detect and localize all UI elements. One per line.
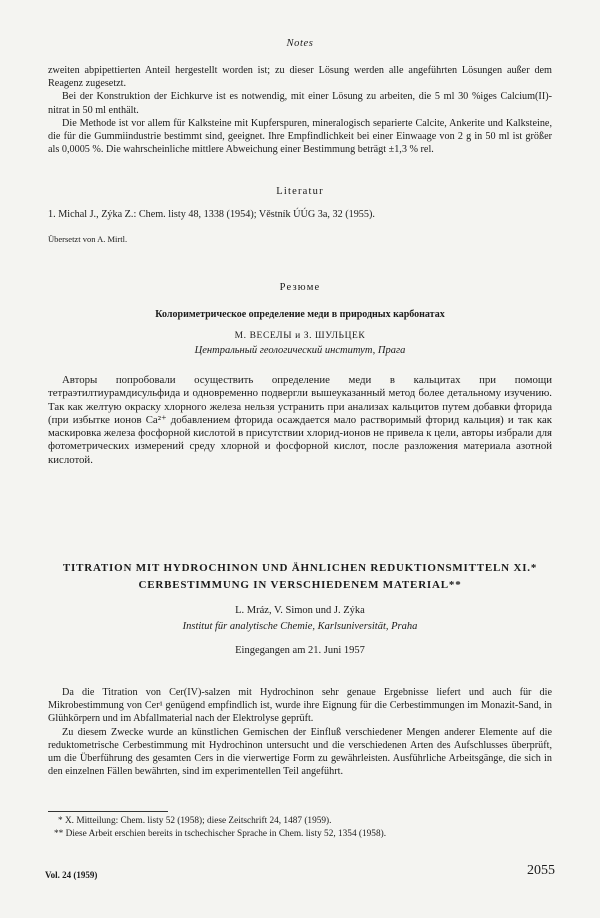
translator-note: Übersetzt von A. Mirtl.: [48, 234, 128, 244]
article-paragraph-2: Zu diesem Zwecke wurde an künstlichen Gemischen der Einfluß verschiedener Mengen anderer Elemente auf die reduktometrische Cerbestimmung mit Hydrochinon untersucht und die verschiedenen Arten des Aufschlusses überprüft, um die Überführung des gesamten Cers in die vierwertige Form zu gewährleisten. Ausführliche Arbeitsgänge, die sich in den einzelnen Fällen bewährten, sind im experimentellen Teil angeführt.: [48, 726, 552, 778]
article-received: Eingegangen am 21. Juni 1957: [235, 645, 365, 656]
article-institution: Institut für analytische Chemie, Karlsuniversität, Praha: [182, 621, 418, 632]
paragraph-calibration: Bei der Konstruktion der Eichkurve ist es notwendig, mit einer Lösung zu arbeiten, die 5 ml 30 %iges Calcium(II)-nitrat in 50 ml enthält.: [48, 91, 552, 116]
article-body: [48, 686, 552, 778]
article-paragraph-1: Da die Titration von Cer(IV)-salzen mit Hydrochinon sehr genaue Ergebnisse liefert und auch für die Mikrobestimmung von Cer¹ genügend empfindlich ist, wurde ihre Eignung für die Cerbestimmungen im Monazit-Sand, in Glühkörpern und im Abfallmaterial nach der Elektrolyse geprüft.: [48, 687, 552, 725]
resume-institution: Центральный геологический институт, Прага: [194, 345, 406, 356]
resume-heading: Резюме: [279, 282, 321, 293]
article-title: [0, 560, 600, 594]
paragraph-continuation: zweiten abpipettierten Anteil hergestellt worden ist; zu dieser Lösung werden alle angeführten Lösungen außer dem Reagenz zugesetzt.: [48, 65, 552, 90]
footnote-2: ** Diese Arbeit erschien bereits in tschechischer Sprache in Chem. listy 52, 1354 (1958).: [54, 829, 387, 839]
article-authors: L. Mráz, V. Simon und J. Zýka: [235, 605, 365, 616]
literature-heading: Literatur: [276, 186, 324, 197]
journal-volume: Vol. 24 (1959): [45, 870, 98, 880]
article-title-line-1: TITRATION MIT HYDROCHINON UND ÄHNLICHEN REDUKTIONSMITTELN XI.*: [62, 562, 538, 574]
resume-authors: М. ВЕСЕЛЫ и З. ШУЛЬЦЕК: [234, 331, 366, 341]
top-continued-text: [48, 64, 552, 156]
page-number: 2055: [527, 863, 555, 878]
footnote-rule: [48, 811, 168, 812]
footnote-1: * X. Mitteilung: Chem. listy 52 (1958); diese Zeitschrift 24, 1487 (1959).: [58, 816, 332, 826]
article-title-line-2: CERBESTIMMUNG IN VERSCHIEDENEM MATERIAL**: [138, 579, 462, 591]
resume-title: Колориметрическое определение меди в природных карбонатах: [155, 309, 445, 320]
literature-reference: 1. Michal J., Zýka Z.: Chem. listy 48, 1338 (1954); Věstník ÚÚG 3a, 32 (1955).: [48, 209, 375, 220]
resume-body: Авторы попробовали осуществить определение меди в кальцитах при помощи тетраэтилтиурамдисульфида и одновременно подвергли вышеуказанный метод более детальному изучению. Так как желтую окраску хлорного железа нельзя устранить при анализах кальцитов путем добавки фторида (при избытке ионов Ca²⁺ добавлением фторида осаждается мало растворимый фторид кальция) и так как маскировка железа фосфорной кислотой в присутствии хлорид-ионов не привела к цели, авторы избрали для фотометрических измерений среду хлорной и фосфорной кислот, после разложения материала азотной кислотой.: [48, 374, 552, 466]
running-header: Notes: [286, 38, 314, 49]
paragraph-method: Die Methode ist vor allem für Kalksteine mit Kupferspuren, mineralogisch separierte Calcite, Ankerite und Kalksteine, die für die Gummiindustrie bestimmt sind, geeignet. Ihre Empfindlichkeit bei einer Einwaage von 2 g in 50 ml ist größer als 0,0005 %. Die wahrscheinliche mittlere Abweichung einer Bestimmung beträgt ±1,3 % rel.: [48, 117, 552, 156]
